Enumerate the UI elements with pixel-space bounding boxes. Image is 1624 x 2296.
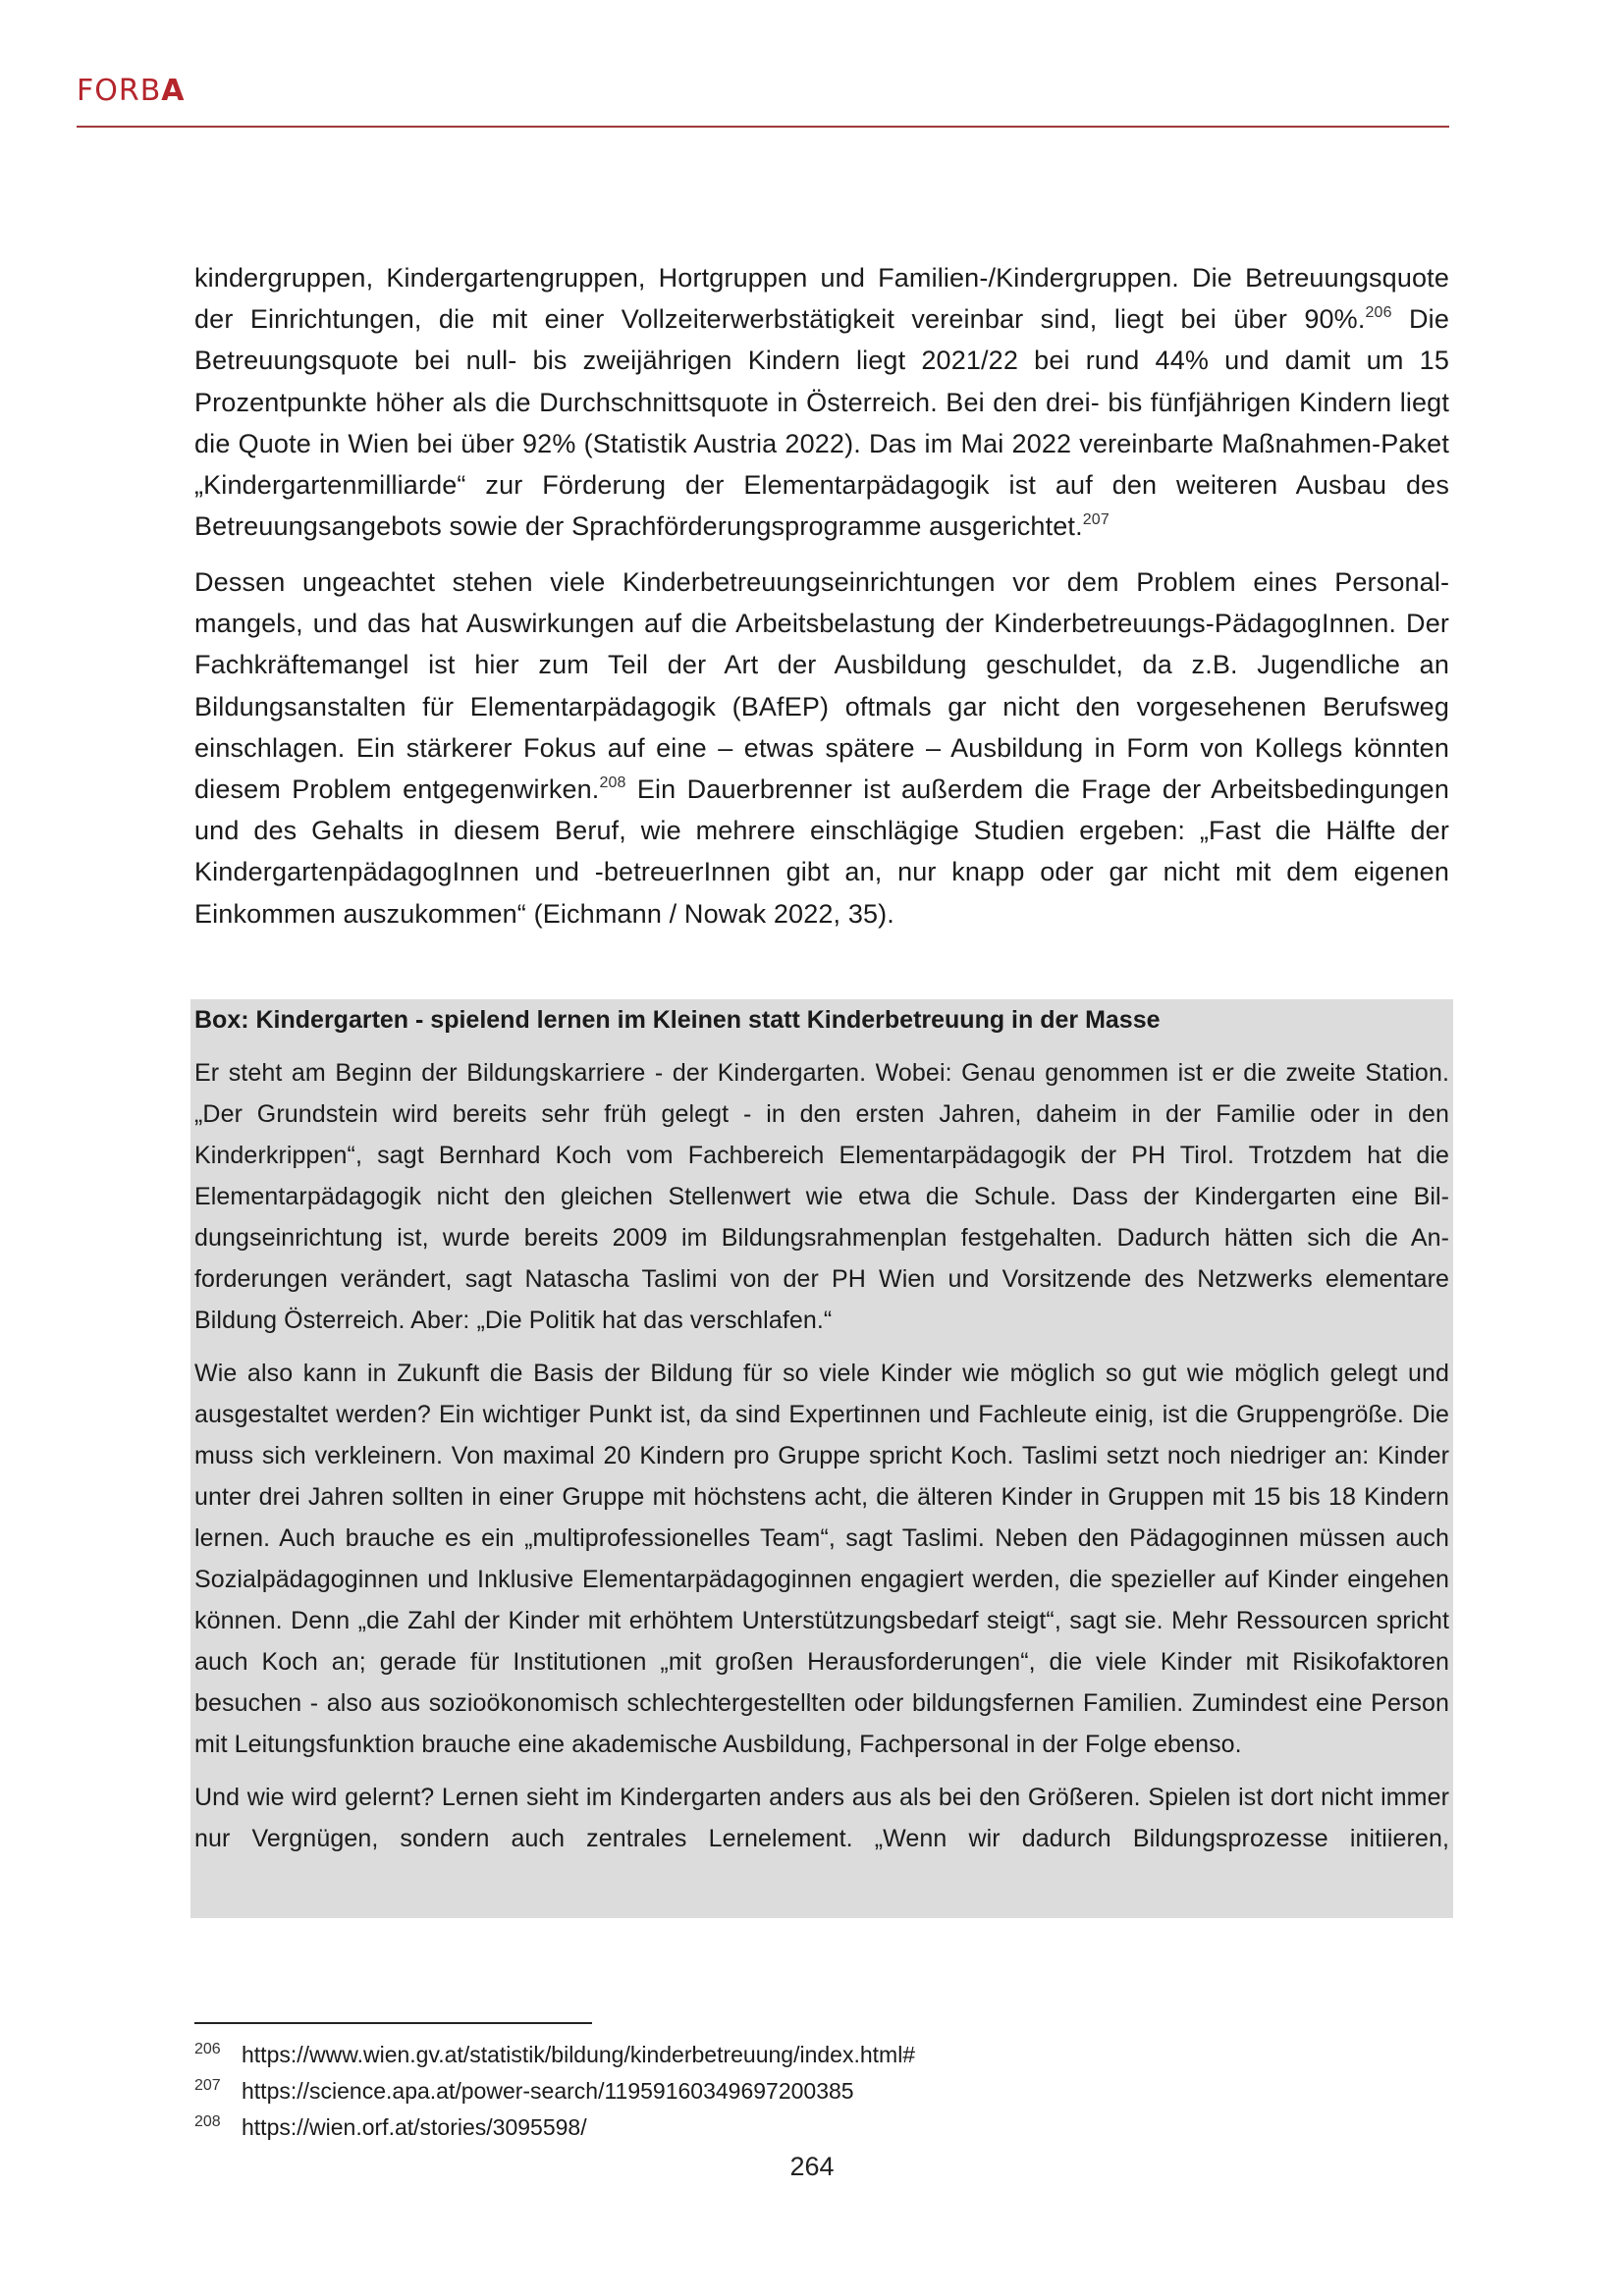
footnotes — [194, 2037, 1373, 2146]
paragraph-2-text-a: Dessen ungeachtet stehen viele Kinderbetreuungseinrichtungen vor dem Problem eines Personalmangels, und das hat Auswirkungen auf die Arbeitsbelastung der Kinderbetreuungs-PädagogInnen. Der Fachkräftemangel ist hier zum Teil der Art der Ausbildung geschuldet, da z.B. Jugendliche an Bildungsanstalten für Elementarpädagogik (BAfEP) oftmals gar nicht den vorgesehenen Berufsweg einschlagen. Ein stärkerer Fokus auf eine – etwas spätere – Ausbildung in Form von Kollegs könnten diesem Problem entgegenwirken. — [194, 567, 1449, 805]
footnote-ref-207[interactable]: 207 — [1082, 511, 1110, 529]
box-paragraph-3: Und wie wird gelernt? Lernen sieht im Kindergarten anders aus als bei den Größeren. Spielen ist dort nicht immer nur Vergnügen, sondern auch zentrales Lernelement. „Wenn wir dadurch Bildungsprozesse initiieren, — [194, 1784, 1449, 1852]
footnote-divider — [194, 2022, 592, 2024]
logo-text-light: FORB — [77, 74, 162, 108]
paragraph-1-text-a: kindergruppen, Kindergartengruppen, Hortgruppen und Familien-/Kindergruppen. Die Betreuungsquote der Einrichtungen, die mit einer Vollzeiterwerbstätigkeit vereinbar sind, liegt bei über 90%. — [194, 263, 1449, 335]
page-number: 264 — [789, 2152, 835, 2181]
footnote-ref-208[interactable]: 208 — [599, 774, 626, 792]
box-paragraph-1: Er steht am Beginn der Bildungskarriere - der Kindergarten. Wobei: Genau genommen ist er die zweite Station. „Der Grundstein wird bereits sehr früh gelegt - in den ersten Jahren, daheim in der Familie oder in den Kinderkrippen“, sagt Bernhard Koch vom Fachbereich Elementarpädagogik der PH Tirol. Trotzdem hat die Elementarpädagogik nicht den gleichen Stellenwert wie etwa die Schule. Dass der Kindergarten eine Bildungseinrichtung ist, wurde bereits 2009 im Bildungsrahmenplan festgehalten. Dadurch hätten sich die Anforderungen verändert, sagt Natascha Taslimi von der PH Wien und Vorsitzende des Netzwerks elementare Bildung Österreich. Aber: „Die Politik hat das verschlafen.“ — [194, 1059, 1449, 1334]
box-paragraph-2: Wie also kann in Zukunft die Basis der Bildung für so viele Kinder wie möglich so gut wie möglich gelegt und ausgestaltet werden? Ein wichtiger Punkt ist, da sind Expertinnen und Fachleute einig, ist die Gruppengröße. Die muss sich verkleinern. Von maximal 20 Kindern pro Gruppe spricht Koch. Taslimi setzt noch niedriger an: Kinder unter drei Jahren sollten in einer Gruppe mit höchstens acht, die älteren Kinder in Gruppen mit 15 bis 18 Kindern lernen. Auch brauche es ein „multiprofessionelles Team“, sagt Taslimi. Neben den Pädagoginnen müssen auch Sozialpädagoginnen und Inklusive Elementarpädagoginnen engagiert werden, die spezieller auf Kinder eingehen können. Denn „die Zahl der Kinder mit erhöhtem Unterstützungsbedarf steigt“, sagt sie. Mehr Ressourcen spricht auch Koch an; gerade für Institutionen „mit großen Herausforderungen“, die viele Kinder mit Risikofaktoren besuchen - also aus sozioökonomisch schlechtergestellten oder bildungsfernen Familien. Zumindest eine Person mit Leitungsfunktion brauche eine akademische Ausbildung, Fachpersonal in der Folge ebenso. — [194, 1360, 1449, 1758]
footnote-number: 206 — [194, 2041, 221, 2057]
info-box-kindergarten — [190, 999, 1453, 1918]
footnote-link[interactable]: https://science.apa.at/power-search/11959160349697200385 — [242, 2078, 854, 2104]
footnote-link[interactable]: https://www.wien.gv.at/statistik/bildung/kinderbetreuung/index.html# — [242, 2042, 916, 2067]
body-paragraph-2 — [194, 561, 1449, 934]
page-header — [77, 69, 1449, 130]
footnote-number: 207 — [194, 2077, 221, 2094]
body-paragraph-1 — [194, 257, 1449, 547]
box-title: Box: Kindergarten - spielend lernen im Kleinen statt Kinderbetreuung in der Masse — [194, 1006, 1161, 1034]
footnote-link[interactable]: https://wien.orf.at/stories/3095598/ — [242, 2114, 587, 2140]
footnote-number: 208 — [194, 2113, 221, 2130]
footnote-206 — [194, 2037, 1373, 2073]
paragraph-1-text-b: Die Betreuungsquote bei null- bis zweijährigen Kindern liegt 2021/22 bei rund 44% und damit um 15 Prozentpunkte höher als die Durchschnittsquote in Österreich. Bei den drei- bis fünfjährigen Kindern liegt die Quote in Wien bei über 92% (Statistik Austria 2022). Das im Mai 2022 vereinbarte Maßnahmen-Paket „Kindergartenmilliarde“ zur Förderung der Elementarpädagogik ist auf den weiteren Ausbau des Betreuungsangebots sowie der Sprachförderungsprogramme ausgerichtet. — [194, 304, 1449, 542]
footnote-208 — [194, 2109, 1373, 2146]
paragraph-2-text-b: Ein Dauerbrenner ist außerdem die Frage der Arbeitsbedingungen und des Gehalts in diesem Beruf, wie mehrere einschlägige Studien ergeben: „Fast die Hälfte der KindergartenpädagogInnen und -betreuerInnen gibt an, nur knapp oder gar nicht mit dem eigenen Einkommen auszukommen“ (Eichmann / Nowak 2022, 35). — [194, 774, 1449, 929]
logo-text-bold: A — [161, 74, 186, 108]
forba-logo — [77, 74, 186, 108]
footnote-207 — [194, 2073, 1373, 2109]
header-divider — [77, 126, 1449, 128]
footnote-ref-206[interactable]: 206 — [1365, 304, 1392, 322]
